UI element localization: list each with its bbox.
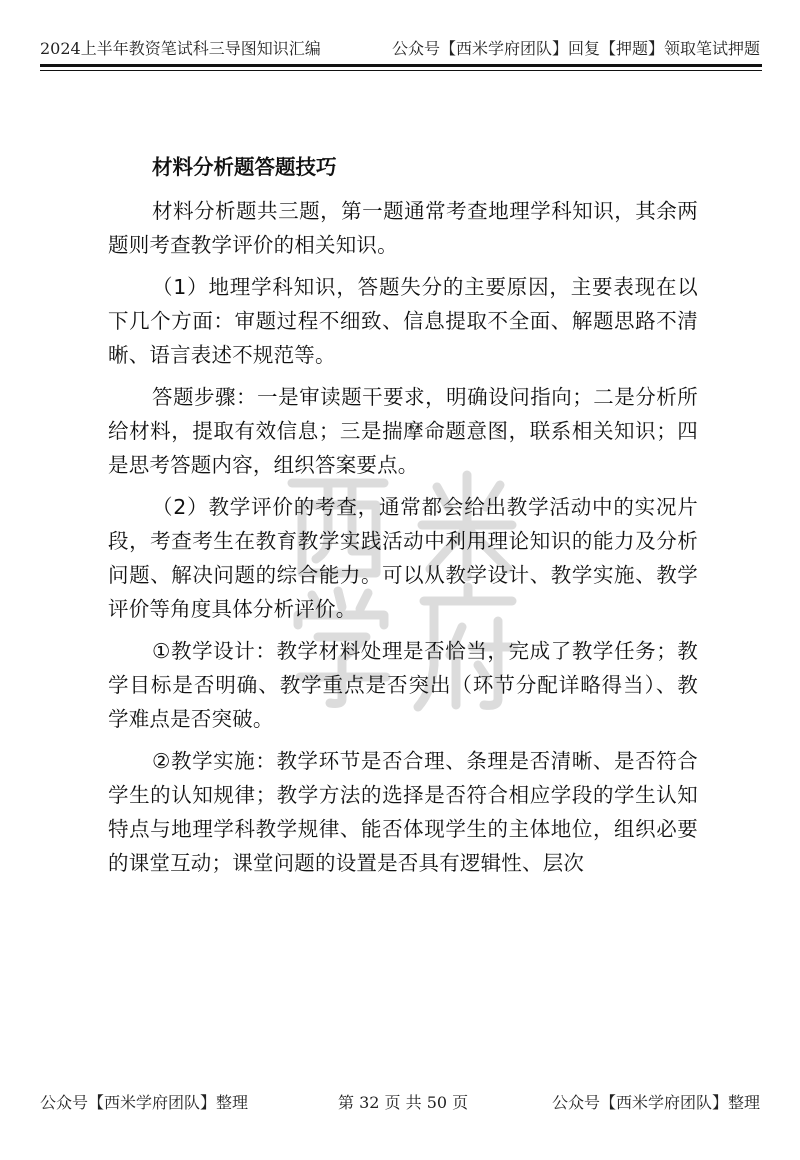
page-footer <box>40 1090 760 1118</box>
paragraph-teaching-implementation: ②教学实施：教学环节是否合理、条理是否清晰、是否符合学生的认知规律；教学方法的选择是否符合相应学段的学生认知特点与地理学科教学规律、能否体现学生的主体地位，组织必要的课堂互动；课堂问题的设置是否具有逻辑性、层次 <box>108 749 698 875</box>
header-rule-thick <box>40 64 762 67</box>
paragraph-answer-steps: 答题步骤：一是审读题干要求，明确设问指向；二是分析所给材料，提取有效信息；三是揣摩命题意图，联系相关知识；四是思考答题内容，组织答案要点。 <box>108 385 698 477</box>
paragraph-intro: 材料分析题共三题，第一题通常考查地理学科知识，其余两题则考查教学评价的相关知识。 <box>108 199 698 257</box>
page-number: 第 32 页 共 50 页 <box>338 1093 469 1112</box>
footer-right-credit: 公众号【西米学府团队】整理 <box>551 1093 760 1112</box>
paragraph-geography-knowledge: （1）地理学科知识，答题失分的主要原因，主要表现在以下几个方面：审题过程不细致、信息提取不全面、解题思路不清晰、语言表述不规范等。 <box>108 275 698 367</box>
paragraph-teaching-design: ①教学设计：教学材料处理是否恰当，完成了教学任务；教学目标是否明确、教学重点是否突出（环节分配详略得当）、教学难点是否突破。 <box>108 639 698 731</box>
header-promo: 公众号【西米学府团队】回复【押题】领取笔试押题 <box>391 39 760 58</box>
document-body <box>108 150 698 888</box>
section-title: 材料分析题答题技巧 <box>152 155 337 179</box>
page-header <box>40 30 760 58</box>
header-title: 2024上半年教资笔试科三导图知识汇编 <box>40 39 321 58</box>
paragraph-teaching-evaluation: （2）教学评价的考查，通常都会给出教学活动中的实况片段，考查考生在教育教学实践活动中利用理论知识的能力及分析问题、解决问题的综合能力。可以从教学设计、教学实施、教学评价等角度具体分析评价。 <box>108 495 698 621</box>
footer-left-credit: 公众号【西米学府团队】整理 <box>40 1093 249 1112</box>
header-rule-thin <box>40 70 762 71</box>
